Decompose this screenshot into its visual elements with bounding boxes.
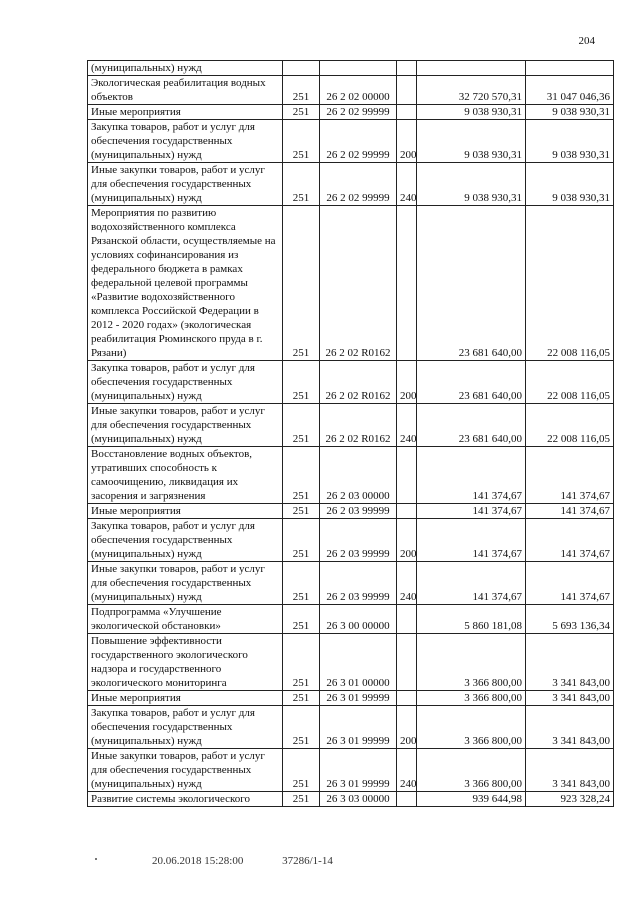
- scan-dot: [95, 858, 97, 860]
- row-name: Развитие системы экологического: [88, 792, 283, 807]
- footer-doc-id: 37286/1-14: [282, 855, 333, 867]
- table-row: [88, 447, 614, 504]
- row-name: Закупка товаров, работ и услуг для обеспечения государственных (муниципальных) нужд: [88, 706, 283, 749]
- row-executed-amount: 3 341 843,00: [526, 691, 614, 706]
- footer: [152, 855, 369, 867]
- row-planned-amount: 23 681 640,00: [417, 361, 526, 404]
- row-expense-type: [397, 206, 417, 361]
- row-ministry-code: 251: [283, 749, 320, 792]
- row-target-article: [320, 61, 397, 76]
- row-name: Экологическая реабилитация водных объектов: [88, 76, 283, 105]
- table-row: [88, 504, 614, 519]
- row-planned-amount: 939 644,98: [417, 792, 526, 807]
- row-expense-type: 240: [397, 749, 417, 792]
- row-executed-amount: 3 341 843,00: [526, 634, 614, 691]
- table-row: [88, 605, 614, 634]
- row-target-article: 26 3 03 00000: [320, 792, 397, 807]
- row-expense-type: [397, 76, 417, 105]
- row-name: Иные мероприятия: [88, 691, 283, 706]
- row-executed-amount: 141 374,67: [526, 504, 614, 519]
- row-target-article: 26 3 01 00000: [320, 634, 397, 691]
- row-name: Иные закупки товаров, работ и услуг для обеспечения государственных (муниципальных) нужд: [88, 404, 283, 447]
- row-planned-amount: 5 860 181,08: [417, 605, 526, 634]
- row-ministry-code: [283, 61, 320, 76]
- row-ministry-code: 251: [283, 691, 320, 706]
- table-row: [88, 519, 614, 562]
- row-expense-type: [397, 634, 417, 691]
- row-target-article: 26 2 02 99999: [320, 163, 397, 206]
- row-executed-amount: 923 328,24: [526, 792, 614, 807]
- row-name: Восстановление водных объектов, утративших способность к самоочищению, ликвидация их засорения и загрязнения: [88, 447, 283, 504]
- row-ministry-code: 251: [283, 562, 320, 605]
- row-planned-amount: 3 366 800,00: [417, 749, 526, 792]
- row-expense-type: [397, 691, 417, 706]
- budget-table: [87, 60, 614, 807]
- row-planned-amount: 23 681 640,00: [417, 206, 526, 361]
- row-planned-amount: 141 374,67: [417, 519, 526, 562]
- row-planned-amount: 3 366 800,00: [417, 706, 526, 749]
- table-row: [88, 361, 614, 404]
- row-executed-amount: 9 038 930,31: [526, 105, 614, 120]
- row-target-article: 26 2 03 99999: [320, 504, 397, 519]
- table-row: [88, 120, 614, 163]
- row-target-article: 26 2 02 R0162: [320, 206, 397, 361]
- table-row: [88, 706, 614, 749]
- row-executed-amount: 3 341 843,00: [526, 706, 614, 749]
- row-executed-amount: 141 374,67: [526, 447, 614, 504]
- row-expense-type: 240: [397, 562, 417, 605]
- row-target-article: 26 2 03 99999: [320, 519, 397, 562]
- row-expense-type: 200: [397, 361, 417, 404]
- row-target-article: 26 2 02 99999: [320, 120, 397, 163]
- row-ministry-code: 251: [283, 634, 320, 691]
- page-number: 204: [578, 35, 595, 47]
- row-target-article: 26 3 01 99999: [320, 691, 397, 706]
- row-target-article: 26 3 00 00000: [320, 605, 397, 634]
- row-planned-amount: [417, 61, 526, 76]
- table-row: [88, 634, 614, 691]
- row-executed-amount: 22 008 116,05: [526, 361, 614, 404]
- row-ministry-code: 251: [283, 404, 320, 447]
- table-row: [88, 76, 614, 105]
- row-ministry-code: 251: [283, 504, 320, 519]
- row-executed-amount: 31 047 046,36: [526, 76, 614, 105]
- row-target-article: 26 2 02 00000: [320, 76, 397, 105]
- row-ministry-code: 251: [283, 519, 320, 562]
- row-executed-amount: 9 038 930,31: [526, 163, 614, 206]
- row-name: Иные мероприятия: [88, 105, 283, 120]
- table-row: [88, 206, 614, 361]
- row-ministry-code: 251: [283, 447, 320, 504]
- row-name: Иные закупки товаров, работ и услуг для обеспечения государственных (муниципальных) нужд: [88, 562, 283, 605]
- table-row: [88, 404, 614, 447]
- row-expense-type: [397, 504, 417, 519]
- row-executed-amount: 3 341 843,00: [526, 749, 614, 792]
- row-expense-type: 240: [397, 163, 417, 206]
- row-expense-type: [397, 447, 417, 504]
- row-ministry-code: 251: [283, 792, 320, 807]
- row-target-article: 26 2 02 99999: [320, 105, 397, 120]
- table-row: [88, 691, 614, 706]
- row-expense-type: [397, 105, 417, 120]
- row-name: Мероприятия по развитию водохозяйственного комплекса Рязанской области, осуществляемые на условиях софинансирования из федерального бюджета в рамках федеральной целевой программы «Развитие водохозяйственного комплекса Российской Федерации в 2012 - 2020 годах» (экологическая реабилитация Рюминского пруда в г. Рязани): [88, 206, 283, 361]
- row-expense-type: 200: [397, 706, 417, 749]
- row-ministry-code: 251: [283, 605, 320, 634]
- row-executed-amount: 22 008 116,05: [526, 206, 614, 361]
- row-name: Иные закупки товаров, работ и услуг для обеспечения государственных (муниципальных) нужд: [88, 749, 283, 792]
- row-target-article: 26 3 01 99999: [320, 706, 397, 749]
- row-expense-type: 240: [397, 404, 417, 447]
- table-row: [88, 61, 614, 76]
- row-ministry-code: 251: [283, 76, 320, 105]
- row-name: Закупка товаров, работ и услуг для обеспечения государственных (муниципальных) нужд: [88, 519, 283, 562]
- row-executed-amount: 5 693 136,34: [526, 605, 614, 634]
- row-expense-type: 200: [397, 519, 417, 562]
- row-planned-amount: 23 681 640,00: [417, 404, 526, 447]
- row-target-article: 26 2 03 00000: [320, 447, 397, 504]
- row-expense-type: [397, 61, 417, 76]
- row-ministry-code: 251: [283, 706, 320, 749]
- table-row: [88, 792, 614, 807]
- row-ministry-code: 251: [283, 361, 320, 404]
- row-ministry-code: 251: [283, 206, 320, 361]
- table-row: [88, 105, 614, 120]
- row-expense-type: [397, 605, 417, 634]
- row-expense-type: [397, 792, 417, 807]
- row-planned-amount: 141 374,67: [417, 562, 526, 605]
- row-executed-amount: 141 374,67: [526, 562, 614, 605]
- row-executed-amount: 22 008 116,05: [526, 404, 614, 447]
- table-row: [88, 562, 614, 605]
- table-row: [88, 163, 614, 206]
- row-name: Иные мероприятия: [88, 504, 283, 519]
- row-target-article: 26 2 02 R0162: [320, 361, 397, 404]
- footer-datetime: 20.06.2018 15:28:00: [152, 855, 244, 867]
- row-executed-amount: 141 374,67: [526, 519, 614, 562]
- row-ministry-code: 251: [283, 105, 320, 120]
- row-planned-amount: 9 038 930,31: [417, 120, 526, 163]
- row-name: Закупка товаров, работ и услуг для обеспечения государственных (муниципальных) нужд: [88, 361, 283, 404]
- row-name: Повышение эффективности государственного экологического надзора и государственного экологического мониторинга: [88, 634, 283, 691]
- row-executed-amount: 9 038 930,31: [526, 120, 614, 163]
- row-name: (муниципальных) нужд: [88, 61, 283, 76]
- row-target-article: 26 2 03 99999: [320, 562, 397, 605]
- row-planned-amount: 3 366 800,00: [417, 634, 526, 691]
- row-name: Подпрограмма «Улучшение экологической обстановки»: [88, 605, 283, 634]
- row-planned-amount: 141 374,67: [417, 504, 526, 519]
- row-planned-amount: 3 366 800,00: [417, 691, 526, 706]
- row-target-article: 26 2 02 R0162: [320, 404, 397, 447]
- row-name: Иные закупки товаров, работ и услуг для обеспечения государственных (муниципальных) нужд: [88, 163, 283, 206]
- row-planned-amount: 9 038 930,31: [417, 163, 526, 206]
- row-expense-type: 200: [397, 120, 417, 163]
- row-executed-amount: [526, 61, 614, 76]
- row-name: Закупка товаров, работ и услуг для обеспечения государственных (муниципальных) нужд: [88, 120, 283, 163]
- table-row: [88, 749, 614, 792]
- row-planned-amount: 32 720 570,31: [417, 76, 526, 105]
- row-target-article: 26 3 01 99999: [320, 749, 397, 792]
- row-ministry-code: 251: [283, 163, 320, 206]
- row-planned-amount: 9 038 930,31: [417, 105, 526, 120]
- row-planned-amount: 141 374,67: [417, 447, 526, 504]
- row-ministry-code: 251: [283, 120, 320, 163]
